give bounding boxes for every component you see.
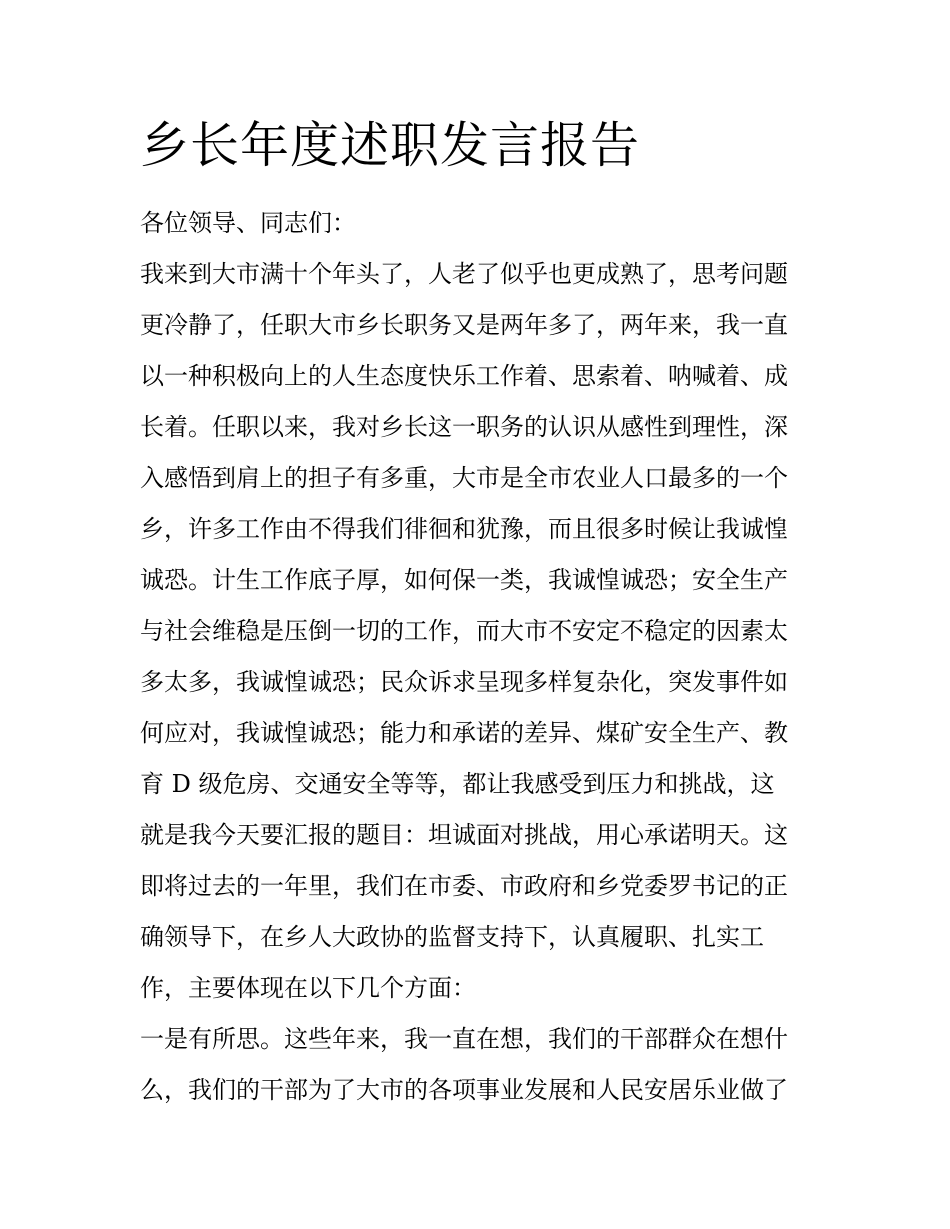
- paragraph-line: 一是有所思。这些年来，我一直在想，我们的干部群众在想什: [140, 1025, 788, 1053]
- paragraph-line: 诚恐。计生工作底子厚，如何保一类，我诚惶诚恐；安全生产: [140, 566, 788, 594]
- paragraph-line: 入感悟到肩上的担子有多重，大市是全市农业人口最多的一个: [140, 464, 788, 492]
- paragraph-line: 长着。任职以来，我对乡长这一职务的认识从感性到理性，深: [140, 413, 788, 441]
- paragraph-line: 多太多，我诚惶诚恐；民众诉求呈现多样复杂化，突发事件如: [140, 668, 788, 696]
- salutation-line: 各位领导、同志们：: [140, 209, 356, 237]
- paragraph-line: 何应对，我诚惶诚恐；能力和承诺的差异、煤矿安全生产、教: [140, 719, 788, 747]
- paragraph-line: 就是我今天要汇报的题目：坦诚面对挑战，用心承诺明天。这: [140, 821, 788, 849]
- paragraph-line: 以一种积极向上的人生态度快乐工作着、思索着、呐喊着、成: [140, 362, 788, 390]
- document-title: 乡长年度述职发言报告: [140, 117, 641, 174]
- paragraph-line: 即将过去的一年里，我们在市委、市政府和乡党委罗书记的正: [140, 872, 788, 900]
- paragraph-1: [140, 249, 840, 1014]
- paragraph-line: 育 D 级危房、交通安全等等，都让我感受到压力和挑战，这: [140, 770, 775, 798]
- paragraph-line: 作，主要体现在以下几个方面：: [140, 974, 476, 1002]
- paragraph-line: 乡，许多工作由不得我们徘徊和犹豫，而且很多时候让我诚惶: [140, 515, 788, 543]
- paragraph-line: 么，我们的干部为了大市的各项事业发展和人民安居乐业做了: [140, 1076, 788, 1104]
- paragraph-line: 更冷静了，任职大市乡长职务又是两年多了，两年来，我一直: [140, 311, 788, 339]
- paragraph-line: 确领导下，在乡人大政协的监督支持下，认真履职、扎实工: [140, 923, 764, 951]
- paragraph-2: [140, 1014, 840, 1116]
- salutation: [140, 198, 840, 249]
- paragraph-line: 我来到大市满十个年头了，人老了似乎也更成熟了，思考问题: [140, 260, 788, 288]
- paragraph-line: 与社会维稳是压倒一切的工作，而大市不安定不稳定的因素太: [140, 617, 788, 645]
